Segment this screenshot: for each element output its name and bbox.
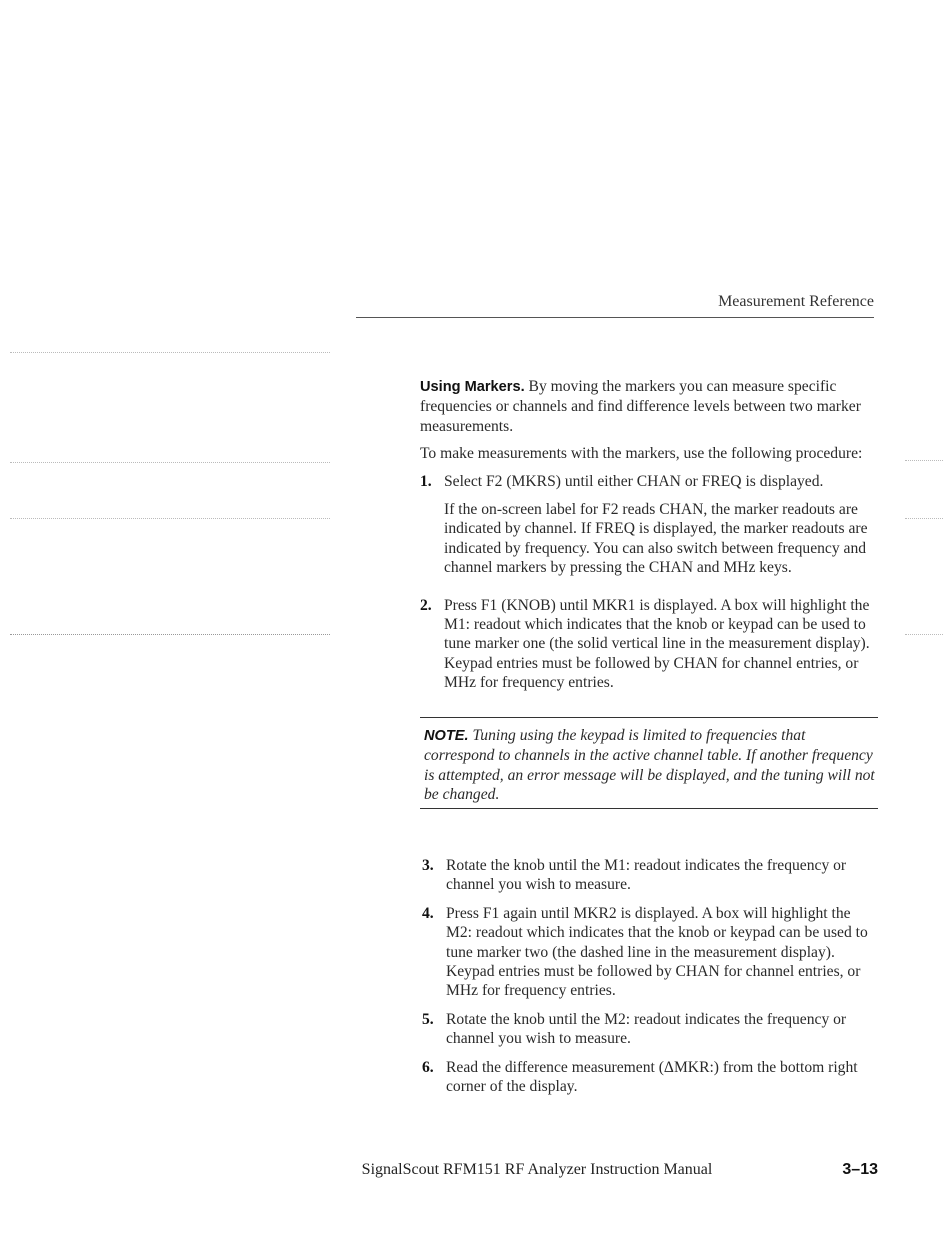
page-number: 3–13 (842, 1161, 878, 1178)
step-text: Press F1 (KNOB) until MKR1 is displayed. A box will highlight the M1: readout which indicates that the knob or keypad can be used to tune marker one (the solid vertical line in the measurement display). Keypad entries must be followed by CHAN for channel entries, or MHz for frequency entries. (444, 596, 870, 692)
note-box (420, 717, 878, 810)
procedure-step (422, 1058, 878, 1097)
note-label: NOTE. (424, 727, 469, 744)
run-in-heading: Using Markers. (420, 379, 525, 395)
margin-artifact-line (905, 460, 943, 461)
step-text: Select F2 (MKRS) until either CHAN or FREQ is displayed. (444, 472, 824, 490)
procedure-step (422, 856, 878, 895)
step-text: Press F1 again until MKR2 is displayed. A box will highlight the M2: readout which indicates that the knob or keypad can be used to tune marker two (the dashed line in the measurement display). Keypad entries must be followed by CHAN for channel entries, or MHz for frequency entries. (446, 904, 868, 1000)
step-number: 2. (420, 596, 432, 614)
margin-artifact-line (905, 634, 943, 635)
note-text: Tuning using the keypad is limited to frequencies that correspond to channels in the active channel table. If another frequency is attempted, an error message will be displayed, and the tuning will not be changed. (424, 726, 875, 803)
step-number: 5. (422, 1010, 434, 1028)
step-text: Rotate the knob until the M2: readout indicates the frequency or channel you wish to measure. (446, 1010, 847, 1048)
main-content (420, 377, 878, 822)
margin-artifact-line (905, 518, 943, 519)
procedure-lead: To make measurements with the markers, use the following procedure: (420, 445, 863, 463)
margin-artifact-line (10, 518, 330, 519)
footer-manual-title: SignalScout RFM151 RF Analyzer Instruction Manual (361, 1161, 713, 1178)
procedure-step (422, 904, 878, 1001)
markers-intro-paragraph (420, 377, 878, 436)
step-body (444, 596, 878, 702)
step-number: 6. (422, 1058, 434, 1076)
step-number: 4. (422, 904, 434, 922)
margin-artifact-line (10, 462, 330, 463)
step-number: 3. (422, 857, 434, 874)
margin-artifact-line (10, 634, 330, 635)
margin-artifact-line (10, 352, 330, 353)
intro-text: By moving the markers you can measure specific frequencies or channels and find difference levels between two marker measurements. (420, 378, 861, 435)
step-text: Read the difference measurement (ΔMKR:) from the bottom right corner of the display. (446, 1058, 858, 1096)
step-text: Rotate the knob until the M1: readout indicates the frequency or channel you wish to measure. (446, 857, 847, 894)
section-header: Measurement Reference (718, 293, 874, 310)
procedure-step (422, 1010, 878, 1049)
step-body (444, 472, 878, 587)
step-detail: If the on-screen label for F2 reads CHAN, the marker readouts are indicated by channel. If FREQ is displayed, the marker readouts are indicated by frequency. You can also switch between frequency and channel markers by pressing the CHAN and MHz keys. (444, 501, 868, 577)
continued-steps (422, 856, 878, 1105)
step-number: 1. (420, 472, 432, 490)
header-rule (356, 317, 874, 318)
procedure-step (420, 472, 878, 587)
procedure-step (420, 596, 878, 702)
